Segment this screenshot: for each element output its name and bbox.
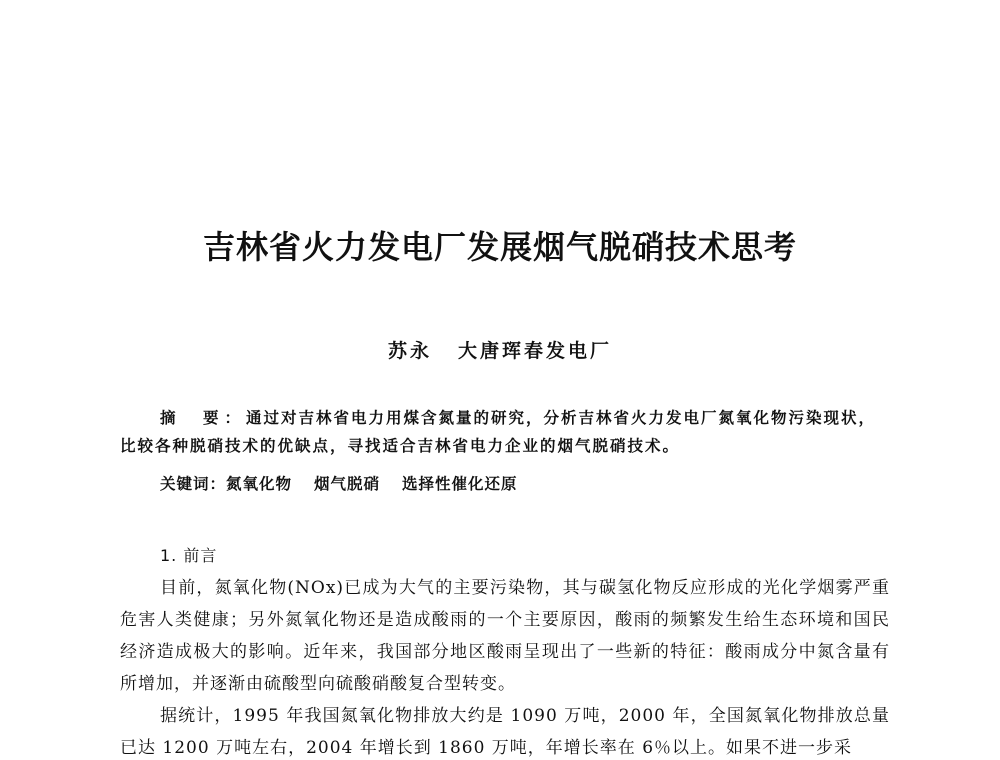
abstract-label: 摘 要： [160, 408, 247, 427]
paper-title: 吉林省火力发电厂发展烟气脱硝技术思考 [202, 228, 797, 266]
section-heading: 1. 前言 [160, 546, 218, 565]
body-paragraph: 据统计，1995 年我国氮氧化物排放大约是 1090 万吨，2000 年，全国氮氧化物排放总量已达 1200 万吨左右，2004 年增长到 1860 万吨，年增长率在 6％以上。如果不进一步采 [120, 706, 890, 758]
body-paragraph: 目前，氮氧化物(NOx)已成为大气的主要污染物，其与碳氢化物反应形成的光化学烟雾严重危害人类健康；另外氮氧化物还是造成酸雨的一个主要原因，酸雨的频繁发生给生态环境和国民经济造成极大的影响。近年来，我国部分地区酸雨呈现出了一些新的特征：酸雨成分中氮含量有所增加，并逐渐由硫酸型向硫酸硝酸复合型转变。 [120, 578, 890, 694]
author-affiliation: 大唐珲春发电厂 [458, 340, 613, 362]
keywords-label: 关键词： [160, 474, 227, 493]
keyword: 氮氧化物 [226, 474, 293, 493]
keyword: 烟气脱硝 [314, 474, 381, 493]
abstract [120, 404, 890, 460]
author-line [0, 336, 1000, 363]
abstract-text: 通过对吉林省电力用煤含氮量的研究，分析吉林省火力发电厂氮氧化物污染现状，比较各种脱硝技术的优缺点，寻找适合吉林省电力企业的烟气脱硝技术。 [120, 408, 877, 455]
author-name: 苏永 [387, 340, 432, 362]
keywords-line [160, 472, 540, 494]
keyword: 选择性催化还原 [402, 474, 518, 493]
